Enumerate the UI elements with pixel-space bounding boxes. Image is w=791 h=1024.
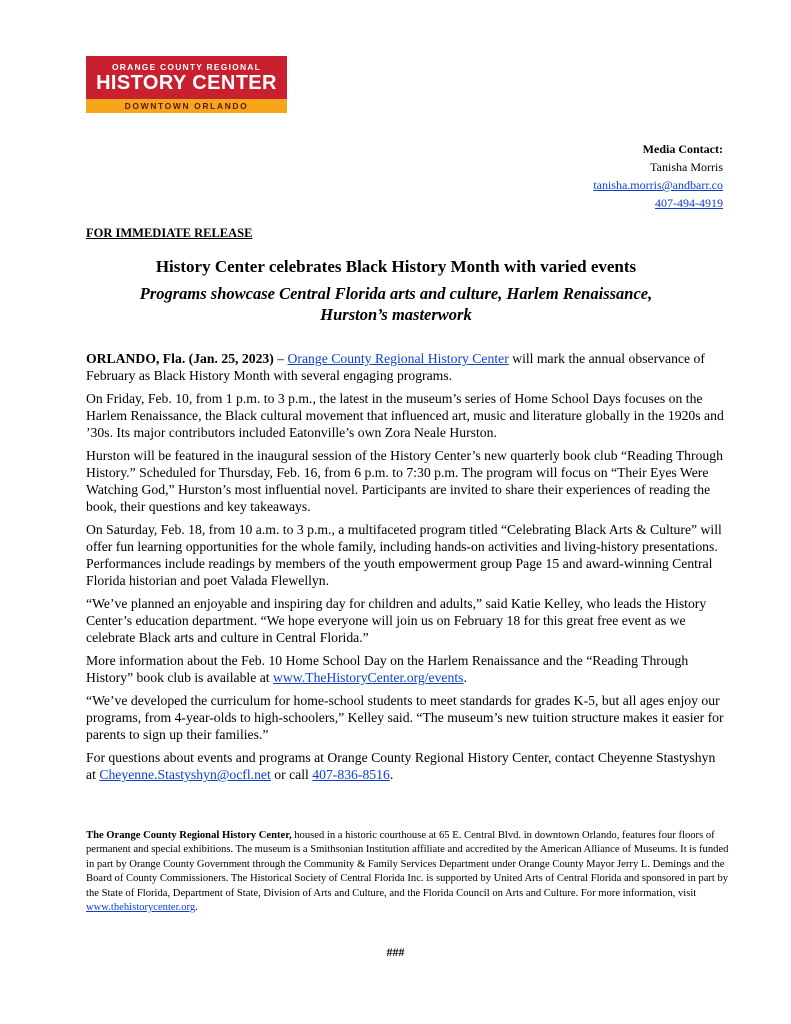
media-contact-email-link[interactable]: tanisha.morris@andbarr.co: [593, 178, 723, 192]
logo-line2: HISTORY CENTER: [96, 72, 277, 94]
paragraph-7: “We’ve developed the curriculum for home-school students to meet standards for grades K-5, but all ages enjoy our programs, from 4-year-olds to high-schoolers,” Kelley said. “The museum’s new tuition structure makes it easier for parents to sign up their families.”: [86, 693, 724, 742]
dateline-dash: –: [273, 351, 288, 366]
boilerplate-bold: The Orange County Regional History Center,: [86, 830, 292, 841]
boilerplate: [86, 829, 730, 915]
paragraph-2: On Friday, Feb. 10, from 1 p.m. to 3 p.m., the latest in the museum’s series of Home School Days focuses on the Harlem Renaissance, the Black cultural movement that influenced art, music and literature globally in the 1920s and ’30s. Its major contributors included Eatonville’s own Zora Neale Hurston.: [86, 391, 724, 440]
history-center-logo: [86, 56, 287, 113]
events-link[interactable]: www.TheHistoryCenter.org/events: [273, 670, 464, 685]
boilerplate-text: housed in a historic courthouse at 65 E. Central Blvd. in downtown Orlando, features four floors of permanent and special exhibitions. The museum is a Smithsonian Institution affiliate and accredited by the American Alliance of Museums. It is funded in part by Orange County Government through the Community & Family Services Department under Orange County Mayor Jerry L. Demings and the Board of County Commissioners. The Historical Society of Central Florida Inc. is supported by United Arts of Central Florida and sponsored in part by the State of Florida, Department of State, Division of Arts and Culture, and the Florida Council on Arts and Culture. For more information, visit: [86, 830, 729, 899]
release-label: FOR IMMEDIATE RELEASE: [86, 226, 253, 240]
media-contact-label: Media Contact:: [642, 142, 723, 156]
subhead-line2: Hurston’s masterwork: [320, 305, 472, 324]
paragraph-5: “We’ve planned an enjoyable and inspiring day for children and adults,” said Katie Kelley, who leads the History Center’s education department. “We hope everyone will join us on February 18 for this great free event as we celebrate Black arts and culture in Central Florida.”: [86, 596, 707, 645]
end-mark: ###: [386, 945, 405, 959]
headline: History Center celebrates Black History Month with varied events: [155, 257, 637, 276]
contact-email-link[interactable]: Cheyenne.Stastyshyn@ocfl.net: [99, 767, 271, 782]
paragraph-8-mid: or call: [270, 767, 313, 782]
subhead: [86, 283, 706, 325]
article-body: [86, 350, 726, 789]
logo-line1: ORANGE COUNTY REGIONAL: [111, 62, 262, 72]
paragraph-6-end: .: [463, 670, 467, 685]
paragraph-1: [86, 350, 726, 384]
paragraph-6-text: More information about the Feb. 10 Home School Day on the Harlem Renaissance and the “Reading Through History” book club is available at: [86, 653, 689, 685]
dateline: ORLANDO, Fla. (Jan. 25, 2023): [86, 351, 274, 366]
paragraph-8-end: .: [389, 767, 394, 782]
paragraph-8: [86, 749, 726, 783]
logo-red-band: [86, 56, 287, 99]
subhead-line1: Programs showcase Central Florida arts and culture, Harlem Renaissance,: [139, 284, 653, 303]
boilerplate-end: .: [195, 902, 198, 914]
media-contact-phone-link[interactable]: 407-494-4919: [655, 196, 723, 210]
paragraph-6: [86, 652, 726, 686]
history-center-link[interactable]: Orange County Regional History Center: [287, 351, 509, 366]
contact-phone-link[interactable]: 407-836-8516: [312, 767, 390, 782]
paragraph-1-text: will mark the annual observance of February as Black History Month with several engaging programs.: [86, 351, 705, 383]
media-contact: [593, 140, 723, 212]
media-contact-name: Tanisha Morris: [650, 160, 723, 174]
paragraph-3: Hurston will be featured in the inaugural session of the History Center’s new quarterly book club “Reading Through History.” Scheduled for Thursday, Feb. 16, from 6 p.m. to 7:30 p.m. The program will focus on “Their Eyes Were Watching God,” Hurston’s most influential novel. Participants are invited to share their experiences of reading the book, their questions and key takeaways.: [86, 448, 723, 514]
paragraph-8-text: For questions about events and programs at Orange County Regional History Center, contact Cheyenne Stastyshyn at: [86, 750, 716, 782]
website-link[interactable]: www.thehistorycenter.org: [86, 902, 196, 914]
logo-line3: DOWNTOWN ORLANDO: [86, 99, 287, 113]
paragraph-4: On Saturday, Feb. 18, from 10 a.m. to 3 p.m., a multifaceted program titled “Celebrating Black Arts & Culture” will offer fun learning opportunities for the whole family, including hands-on activities and living-history presentations. Performances include readings by members of the youth empowerment group Page 15 and award-winning Central Florida historian and poet Valada Flewellyn.: [86, 522, 722, 588]
